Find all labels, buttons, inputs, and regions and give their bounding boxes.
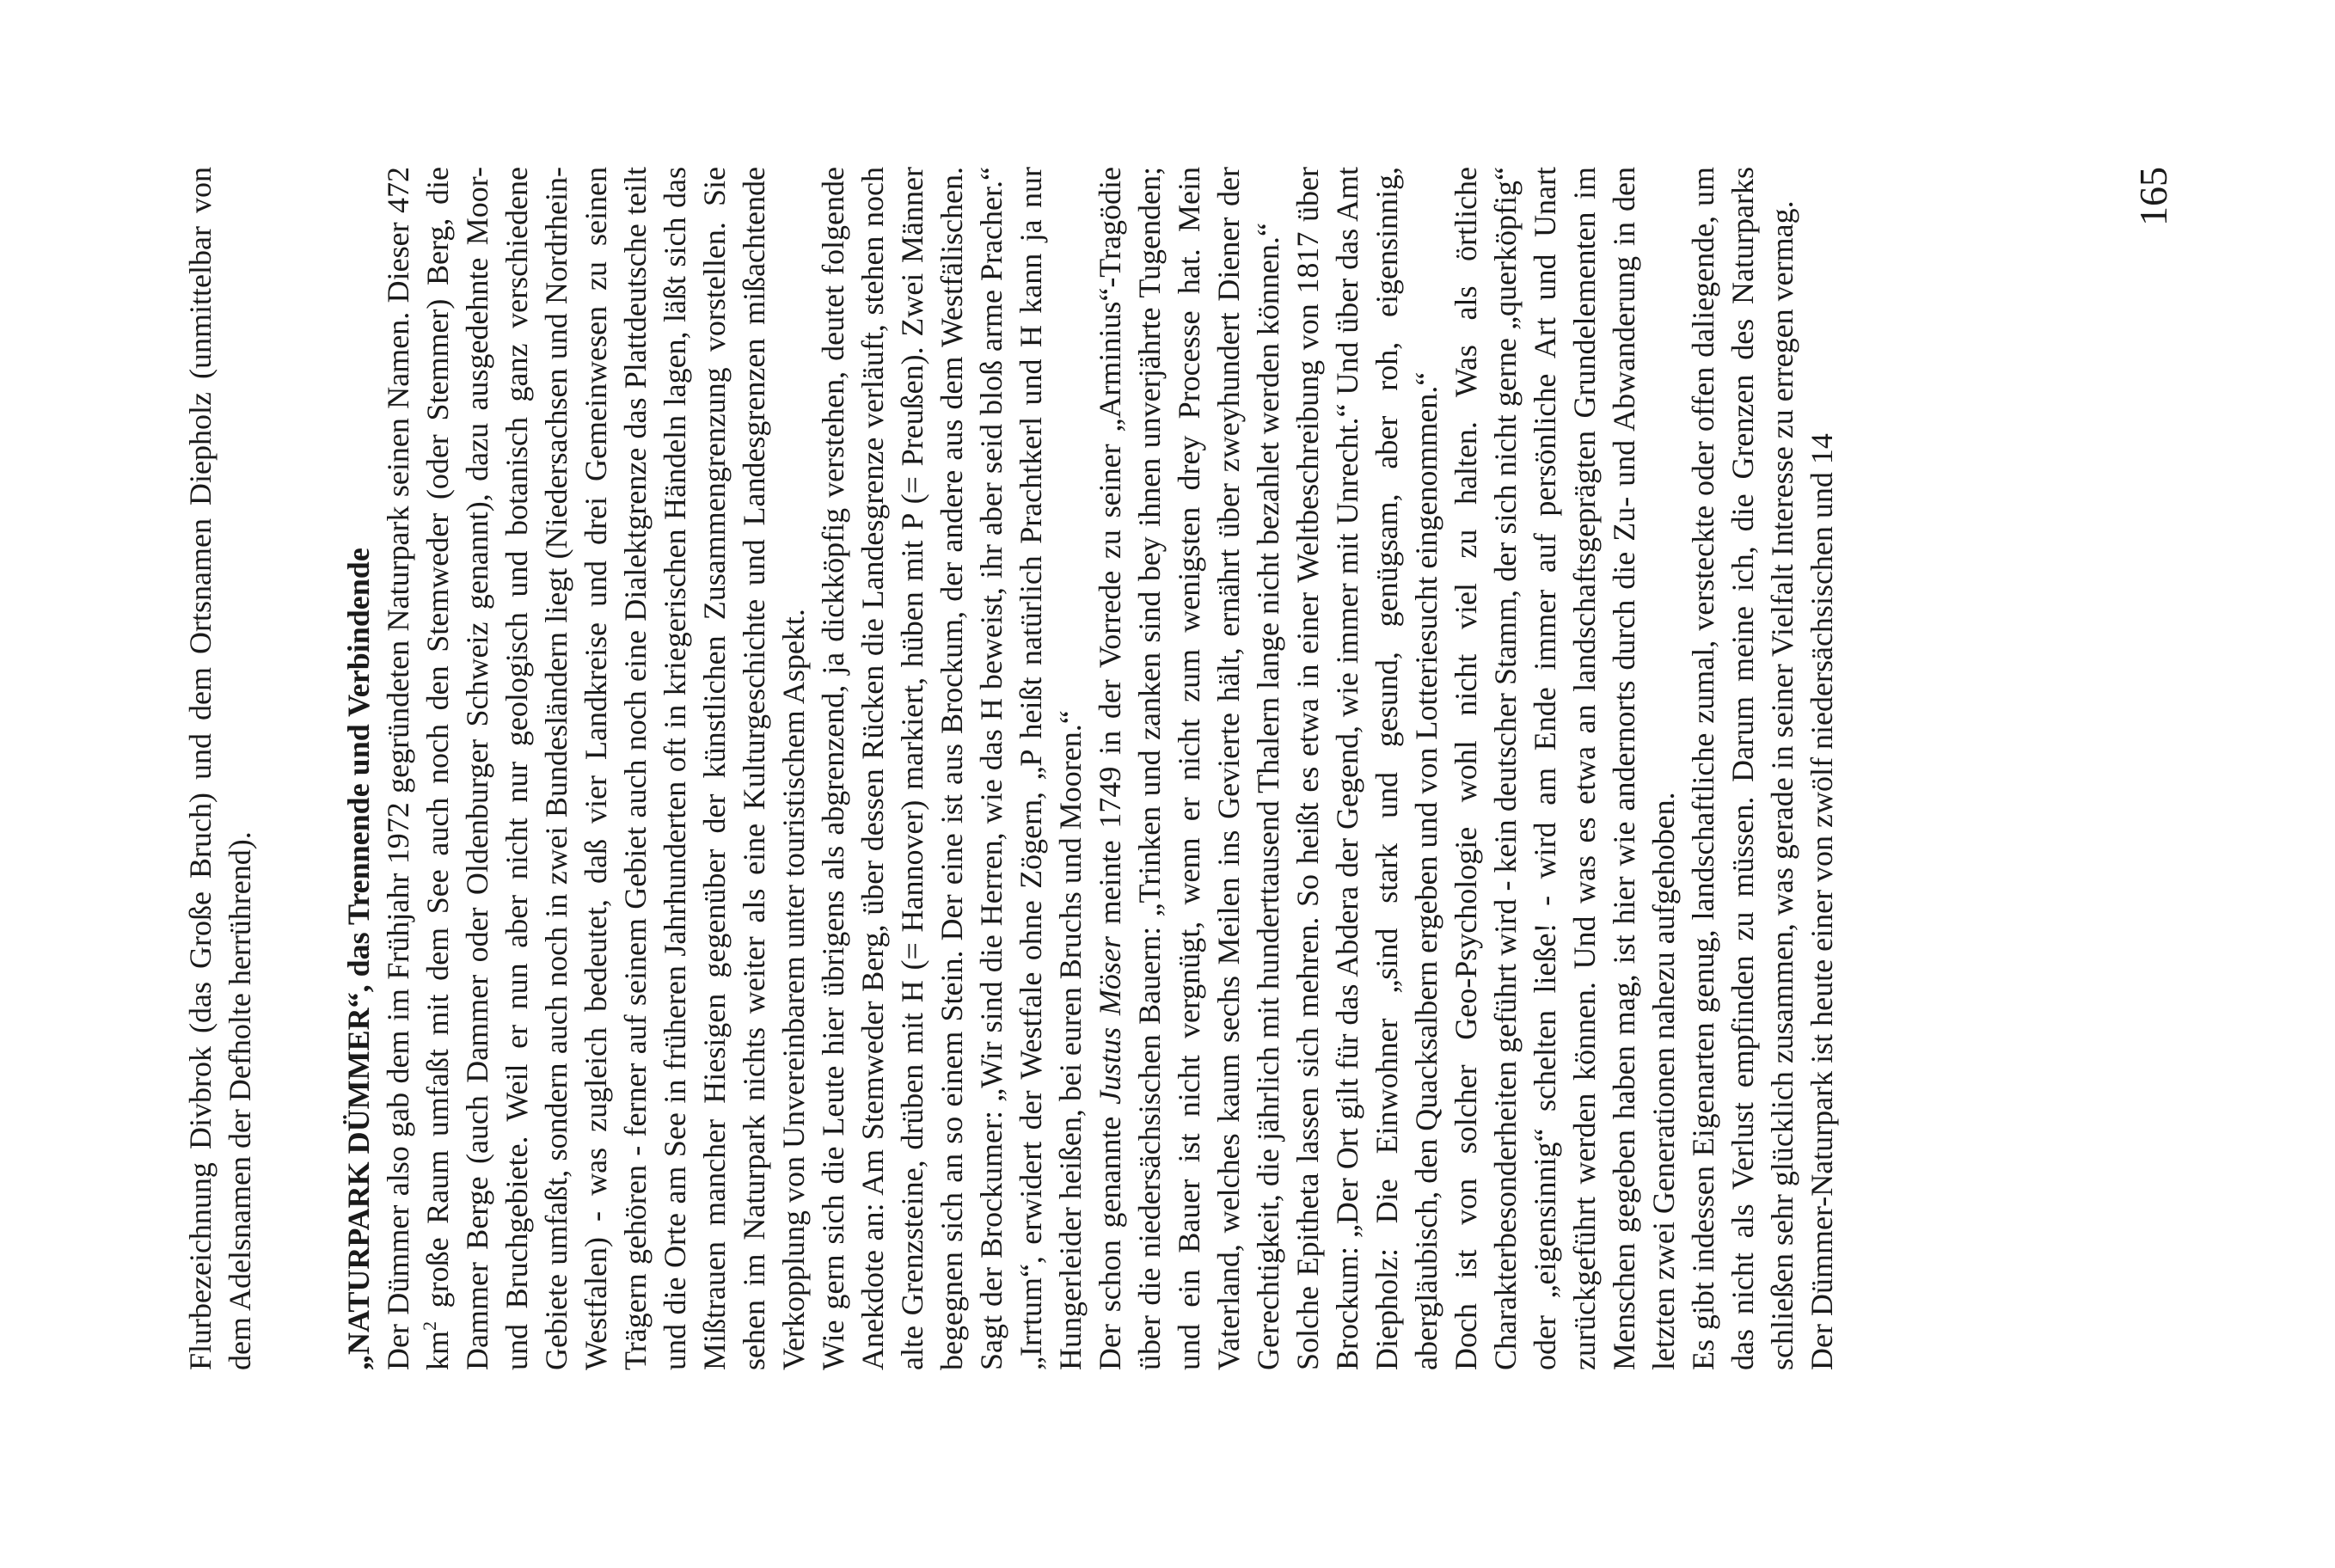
paragraph-epitheta: Solche Epitheta lassen sich mehren. So heißt es etwa in einer Weltbeschreibung von 1817 über Brockum: „Der Ort gilt für das Abdera der Gegend, wie immer mit Unrecht.“ Und über das Amt Diepholz: Die Einwohner „sind stark und gesund, genügsam, aber roh, eigensinnig, abergläubisch, den Quacksalbern ergeben und von Lotteriesucht eingenommen.“ xyxy=(1290,167,1443,1370)
page-number: 165 xyxy=(2131,167,2175,226)
author-name: Justus Möser xyxy=(1093,936,1127,1105)
paragraph-eigenarten: Es gibt indessen Eigenarten genug, landschaftliche zumal, versteckte oder offen daliegende, um das nicht als Verlust empfinden zu müssen. Darum meine ich, die Grenzen des Naturparks schließen sehr glücklich zusammen, was gerade in seiner Vielfalt Interesse zu erregen vermag. xyxy=(1686,167,1799,1370)
section-title: „NATURPARK DÜMMER“, das Trennende und Verbindende xyxy=(341,548,376,1370)
intro-paragraph: Flurbezeichnung Divbrok (das Große Bruch) und dem Ortsnamen Diepholz (unmittelbar von dem Adelsnamen der Defholte herrührend). xyxy=(183,167,257,1370)
page-content xyxy=(181,167,1842,1370)
paragraph-gap xyxy=(260,167,339,1370)
paragraph-moeser xyxy=(1090,167,1288,1370)
paragraph-anekdote: Wie gern sich die Leute hier übrigens als abgrenzend, ja dickköpfig verstehen, deutet folgende Anekdote an: Am Stemweder Berg, über dessen Rücken die Landesgrenze verläuft, stehen noch alte Grenzsteine, drüben mit H (= Hannover) markiert, hüben mit P (= Preußen). Zwei Männer begegnen sich an so einem Stein. Der eine ist aus Brockum, der andere aus dem Westfälischen. Sagt der Brockumer: „Wir sind die Herren, wie das H beweist, ihr aber seid bloß arme Pracher.“ „Irrtum“, erwidert der Westfale ohne Zögern, „P heißt natürlich Prachtkerl und H kann ja nur Hungerleider heißen, bei euren Bruchs und Mooren.“ xyxy=(816,167,1088,1370)
paragraph-geo-psychologie: Doch ist von solcher Geo-Psychologie wohl nicht viel zu halten. Was als örtliche Charakterbesonderheiten geführt wird - kein deutscher Stamm, der sich nicht gerne „querköpfig“ oder „eigensinnig“ schelten ließe! - wird am Ende immer auf persönliche Art und Unart zurückgeführt werden können. Und was es etwa an landschaftsgeprägten Grundelementen im Menschen gegeben haben mag, ist hier wie andernorts durch die Zu- und Abwanderung in den letzten zwei Generationen nahezu aufgehoben. xyxy=(1449,167,1681,1370)
superscript-2: 2 xyxy=(419,1320,440,1331)
paragraph-duemmer-naturpark: Der Dümmer-Naturpark ist heute einer von zwölf niedersächsischen und 14 xyxy=(1805,433,1839,1370)
paragraph-naturpark-rest: große Raum umfaßt mit dem See auch noch den Stemweder (oder Stemmer) Berg, die Dammer Berge (auch Dammer oder Oldenburger Schweiz genannt), dazu ausgedehnte Moor- und Bruchgebiete. Weil er nun aber nicht nur geologisch und botanisch ganz verschiedene Gebiete umfaßt, sondern auch noch in zwei Bundesländern liegt (Niedersachsen und Nordrhein-Westfalen) - was zugleich bedeutet, daß vier Landkreise und drei Gemeinwesen zu seinen Trägern gehören - ferner auf seinem Gebiet auch noch eine Dialektgrenze das Plattdeutsche teilt und die Orte am See in früheren Jahrhunderten oft in kriegerischen Händeln lagen, läßt sich das Mißtrauen mancher Hiesigen gegenüber der künstlichen Zusammengrenzung vorstellen. Sie sehen im Naturpark nichts weiter als eine Kulturgeschichte und Landesgrenzen mißachtende Verkopplung von Unvereinbarem unter touristischem Aspekt. xyxy=(420,167,811,1370)
paragraph-naturpark xyxy=(378,167,813,1370)
paragraph-naturpark-start: Der Dümmer also gab dem im Frühjahr 1972 gegründeten Naturpark seinen Namen. Dieser 472 km xyxy=(381,167,455,1370)
paragraph-moeser-rest: meinte 1749 in der Vorrede zu seiner „Arminius“-Tragödie über die niedersächsischen Bauern: „Trinken und zanken sind bey ihnen unverjährte Tugenden; und ein Bauer ist nicht vergnügt, wenn er nicht zum wenigsten drey Processe hat. Mein Vaterland, welches kaum sechs Meilen ins Gevierte hält, ernährt über zweyhundert Diener der Gerechtigkeit, die jährlich mit hunderttausend Thalern lange nicht bezahlet werden können.“ xyxy=(1093,167,1285,1370)
paragraph-moeser-start: Der schon genannte xyxy=(1093,1104,1127,1370)
